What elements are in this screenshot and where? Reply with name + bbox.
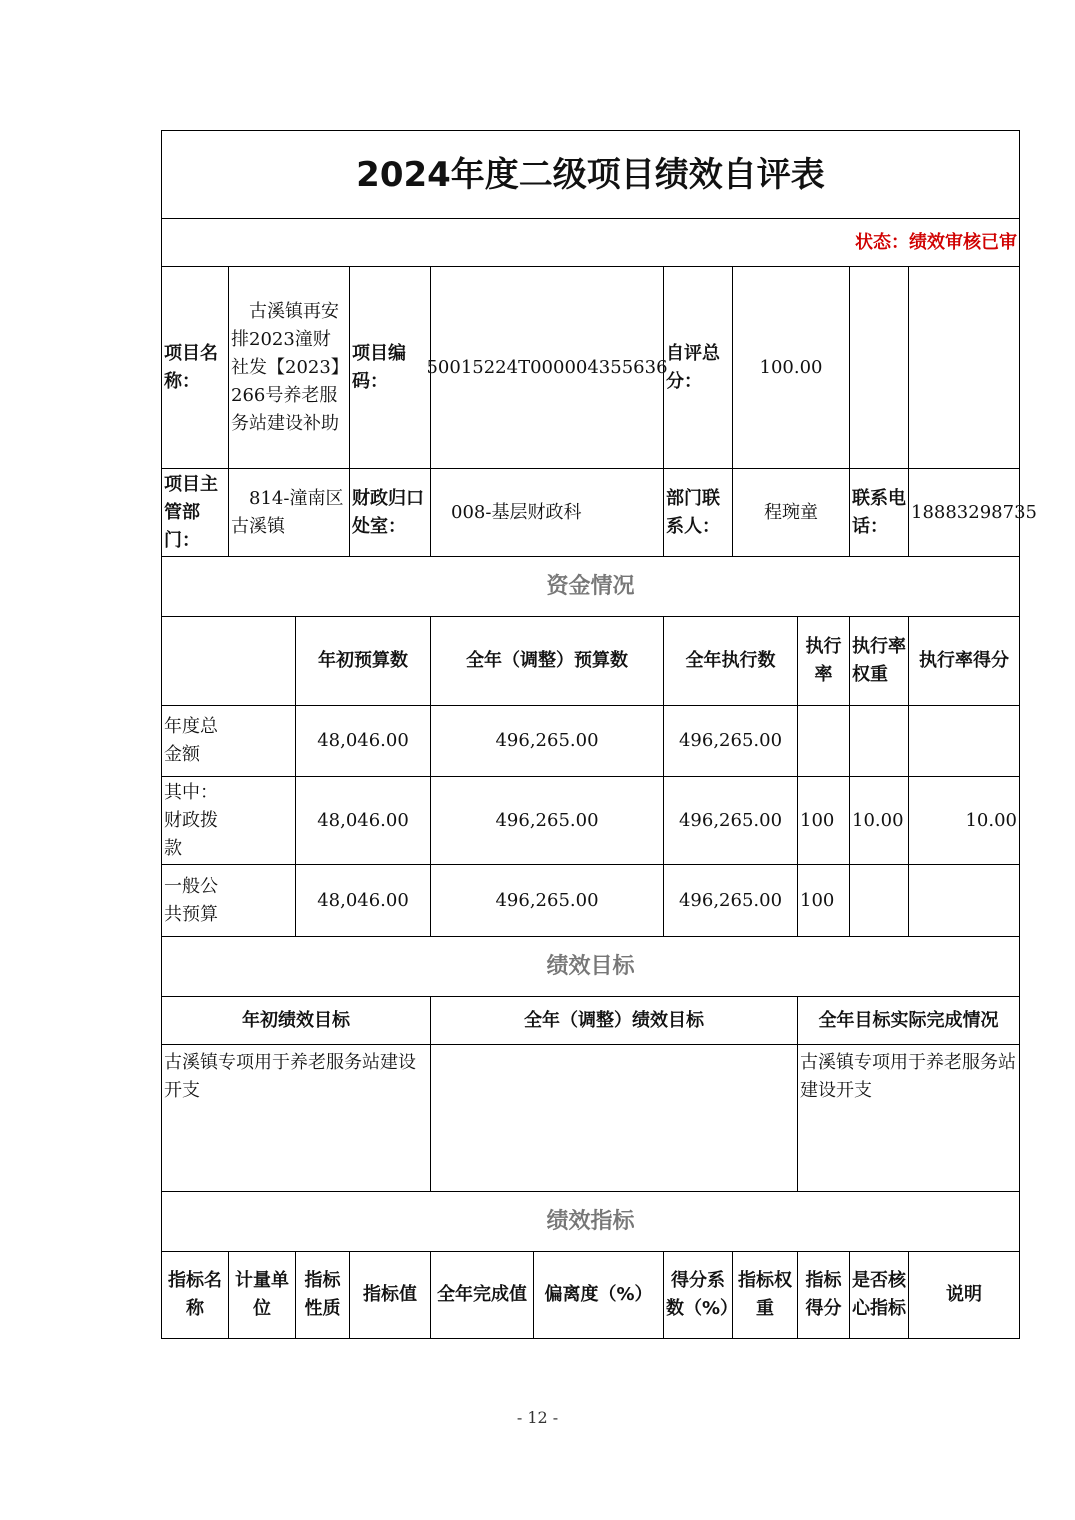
funds-header-blank	[162, 617, 296, 706]
dept-value: 814-潼南区古溪镇	[229, 469, 350, 557]
funds-header-rate: 执行率	[798, 617, 850, 706]
funds-row-label: 其中：财政拨款	[162, 777, 296, 865]
funds-cell: 48,046.00	[296, 865, 431, 937]
funds-cell: 48,046.00	[296, 777, 431, 865]
funds-header-initial: 年初预算数	[296, 617, 431, 706]
empty-cell	[909, 267, 1019, 469]
goals-actual-value: 古溪镇专项用于养老服务站建设开支	[798, 1045, 1019, 1192]
finance-value: 008-基层财政科	[431, 469, 664, 557]
goals-header-adjusted: 全年（调整）绩效目标	[431, 997, 798, 1045]
phone-value: 18883298735	[909, 469, 1019, 557]
goals-adjusted-value	[431, 1045, 798, 1192]
funds-cell: 496,265.00	[664, 706, 798, 777]
indicator-header-deviation: 偏离度（%）	[534, 1252, 664, 1339]
page-title: 2024年度二级项目绩效自评表	[162, 131, 1019, 219]
funds-section-title: 资金情况	[162, 557, 1019, 617]
indicator-header-weight: 指标权重	[733, 1252, 798, 1339]
funds-cell	[909, 706, 1019, 777]
indicators-section-title: 绩效指标	[162, 1192, 1019, 1252]
dept-label: 项目主管部门：	[162, 469, 229, 557]
contact-value: 程琬童	[733, 469, 850, 557]
indicator-header-nature: 指标性质	[296, 1252, 350, 1339]
contact-label: 部门联系人：	[664, 469, 733, 557]
empty-cell	[850, 267, 909, 469]
indicator-header-coefficient: 得分系数（%）	[664, 1252, 733, 1339]
indicator-header-score: 指标得分	[798, 1252, 850, 1339]
project-code-value: 50015224T000004355636	[431, 267, 664, 469]
funds-cell: 496,265.00	[431, 777, 664, 865]
funds-cell: 496,265.00	[431, 706, 664, 777]
funds-cell: 496,265.00	[664, 777, 798, 865]
funds-cell: 100	[798, 777, 850, 865]
funds-header-weight: 执行率权重	[850, 617, 909, 706]
phone-label: 联系电话：	[850, 469, 909, 557]
funds-row-label: 一般公共预算	[162, 865, 296, 937]
funds-cell	[850, 706, 909, 777]
funds-cell: 48,046.00	[296, 706, 431, 777]
score-value: 100.00	[733, 267, 850, 469]
funds-row-label: 年度总金额	[162, 706, 296, 777]
funds-cell	[850, 865, 909, 937]
page-number: - 12 -	[516, 1408, 559, 1427]
status-badge: 状态：绩效审核已审	[162, 219, 1019, 267]
goals-section-title: 绩效目标	[162, 937, 1019, 997]
evaluation-form	[161, 130, 1037, 1339]
finance-label: 财政归口处室：	[350, 469, 431, 557]
indicator-header-name: 指标名称	[162, 1252, 229, 1339]
funds-header-adjusted: 全年（调整）预算数	[431, 617, 664, 706]
funds-cell	[798, 706, 850, 777]
funds-cell	[909, 865, 1019, 937]
funds-header-executed: 全年执行数	[664, 617, 798, 706]
funds-cell: 10.00	[909, 777, 1019, 865]
project-code-label: 项目编码：	[350, 267, 431, 469]
project-name-value: 古溪镇再安排2023潼财社发【2023】266号养老服务站建设补助	[229, 267, 350, 469]
score-label: 自评总分：	[664, 267, 733, 469]
indicator-header-core: 是否核心指标	[850, 1252, 909, 1339]
indicator-header-value: 指标值	[350, 1252, 431, 1339]
goals-initial-value: 古溪镇专项用于养老服务站建设开支	[162, 1045, 431, 1192]
funds-cell: 100	[798, 865, 850, 937]
goals-header-initial: 年初绩效目标	[162, 997, 431, 1045]
indicator-header-unit: 计量单位	[229, 1252, 296, 1339]
indicator-header-note: 说明	[909, 1252, 1019, 1339]
funds-header-score: 执行率得分	[909, 617, 1019, 706]
funds-cell: 496,265.00	[431, 865, 664, 937]
project-name-label: 项目名称：	[162, 267, 229, 469]
funds-cell: 10.00	[850, 777, 909, 865]
funds-cell: 496,265.00	[664, 865, 798, 937]
goals-header-actual: 全年目标实际完成情况	[798, 997, 1019, 1045]
indicator-header-completed: 全年完成值	[431, 1252, 534, 1339]
